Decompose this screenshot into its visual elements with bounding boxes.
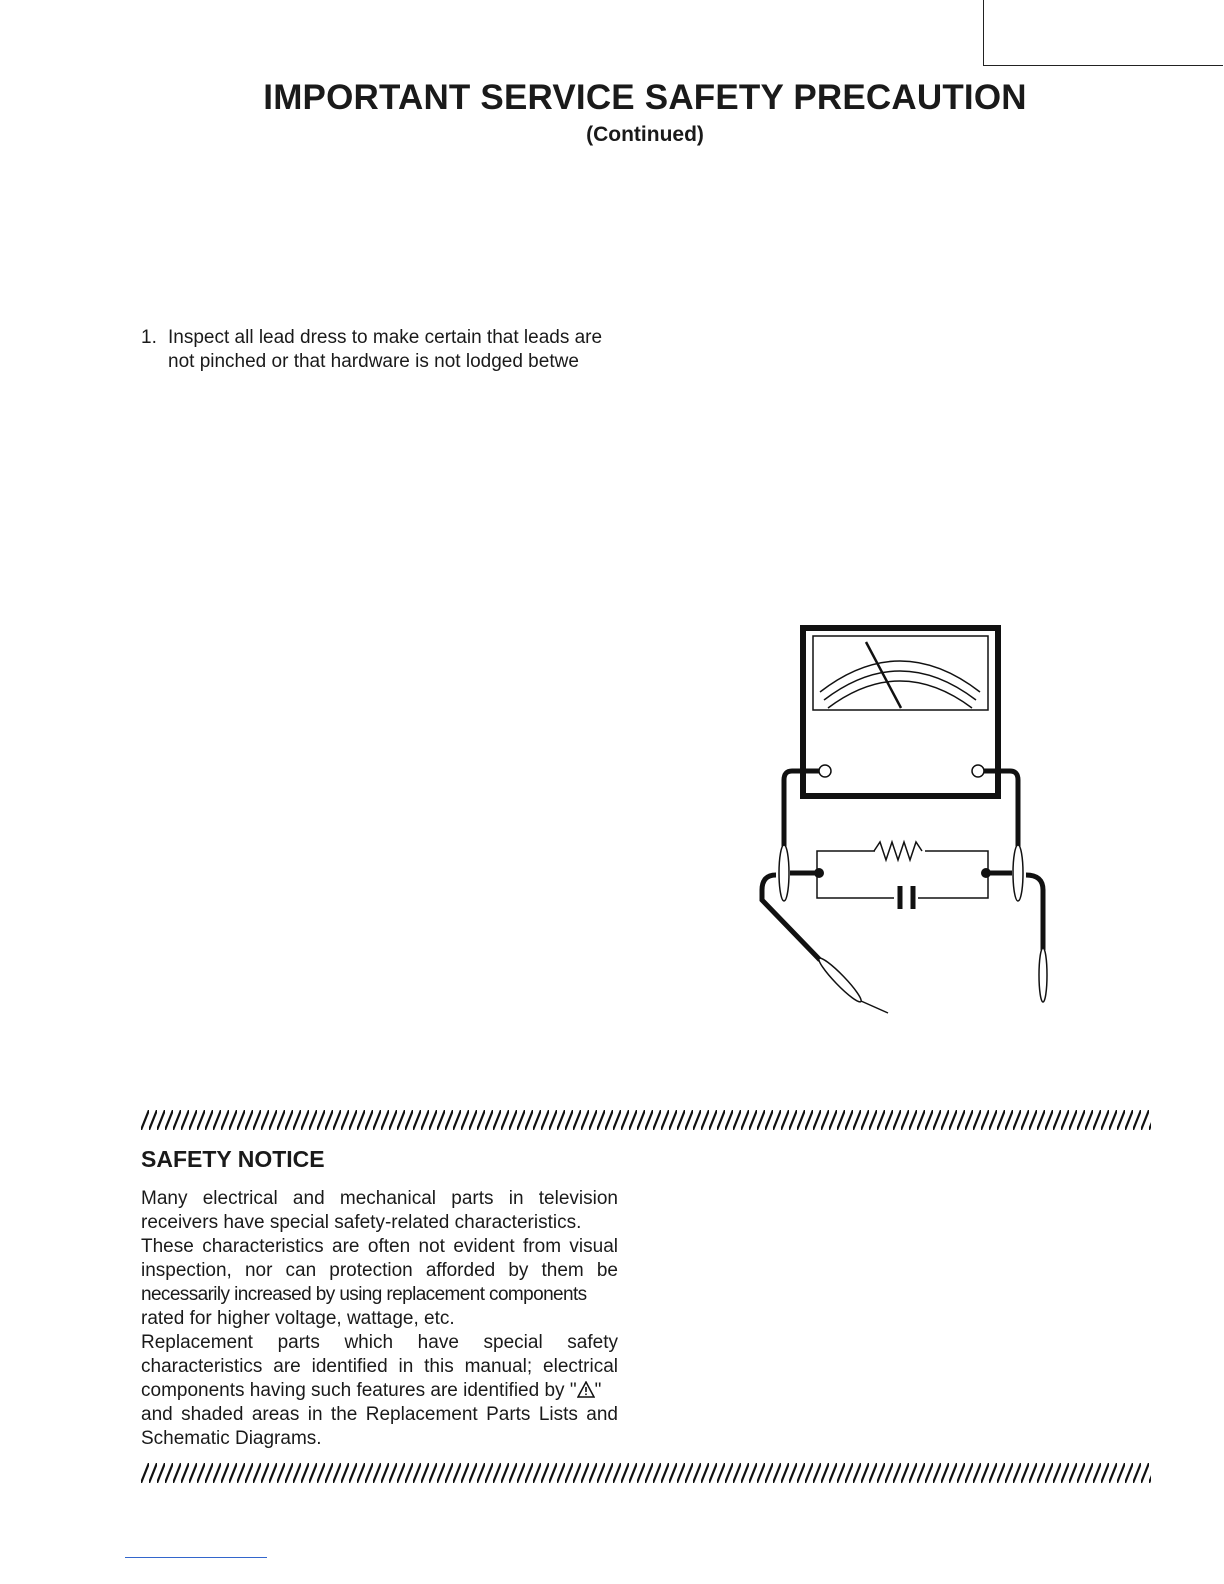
inspection-item-text: [168, 326, 628, 374]
notice-line: necessarily increased by using replacement components: [141, 1284, 587, 1305]
meter-terminal-left: [819, 765, 831, 777]
footer-link-rule: [125, 1557, 267, 1558]
notice-line-icon-prefix: components having such features are identified by ": [141, 1380, 577, 1401]
corner-box: [983, 0, 1223, 66]
page-title: IMPORTANT SERVICE SAFETY PRECAUTION: [263, 78, 1027, 117]
safety-notice-body: [141, 1187, 618, 1451]
left-clip: [779, 845, 789, 901]
inspection-line-2: not pinched or that hardware is not lodged betwe: [168, 351, 579, 372]
inspection-line-1: Inspect all lead dress to make certain that leads are: [168, 327, 603, 348]
meter-terminal-right: [972, 765, 984, 777]
meter-body: [803, 628, 998, 796]
junction-right: [981, 868, 991, 878]
inspection-item-number: 1.: [141, 327, 157, 348]
left-probe-tip: [861, 1001, 888, 1013]
notice-line: These characteristics are often not evident from visual: [141, 1236, 618, 1257]
right-clip: [1013, 845, 1023, 901]
notice-line: Many electrical and mechanical parts in television: [141, 1188, 618, 1209]
warning-triangle-icon: [577, 1381, 595, 1398]
left-probe: [816, 955, 865, 1005]
notice-line-icon-suffix: ": [594, 1380, 602, 1401]
notice-line: and shaded areas in the Replacement Parts Lists and: [141, 1404, 618, 1425]
notice-line: receivers have special safety-related characteristics.: [141, 1212, 582, 1233]
hatch-divider-top: [141, 1110, 1151, 1130]
safety-notice-title: SAFETY NOTICE: [141, 1146, 325, 1172]
notice-line: Schematic Diagrams.: [141, 1428, 322, 1449]
junction-left: [814, 868, 824, 878]
meter-window: [813, 636, 988, 710]
notice-line: Replacement parts which have special safety: [141, 1332, 618, 1353]
ohmmeter-test-circuit-icon: [750, 620, 1060, 1020]
notice-line: rated for higher voltage, wattage, etc.: [141, 1308, 455, 1329]
notice-line: inspection, nor can protection afforded by them be: [141, 1260, 618, 1281]
notice-line: characteristics are identified in this manual; electrical: [141, 1356, 618, 1377]
right-probe: [1039, 948, 1047, 1002]
notice-line-with-icon: [141, 1379, 618, 1403]
hatch-divider-bottom: [141, 1463, 1151, 1483]
page-subtitle: (Continued): [586, 123, 704, 146]
